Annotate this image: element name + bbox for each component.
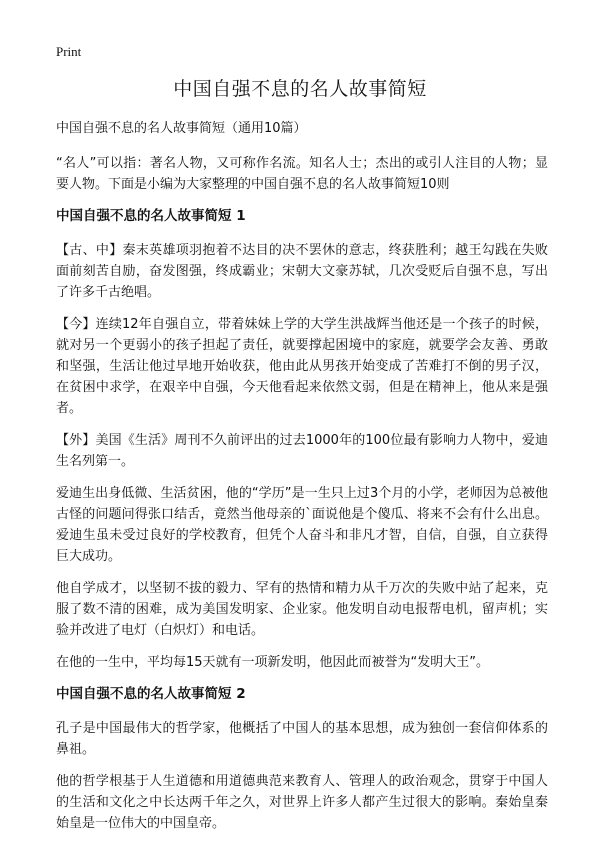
article-body xyxy=(56,118,548,845)
article-subtitle: 中国自强不息的名人故事简短（通用10篇） xyxy=(56,121,307,136)
intro-paragraph: “名人”可以指：著名人物，又可称作名流。知名人士；杰出的或引人注目的人物；显要人物。下面是小编为大家整理的中国自强不息的名人故事简短10则 xyxy=(56,156,548,192)
section-heading-1: 中国自强不息的名人故事简短 1 xyxy=(56,208,246,224)
paragraph: 他的哲学根基于人生道德和用道德典范来教育人、管理人的政治观念，贯穿于中国人的生活和文化之中长达两千年之久，对世界上许多人都产生过很大的影响。秦始皇秦始皇是一位伟大的中国皇帝。 xyxy=(56,774,548,831)
section-heading-2: 中国自强不息的名人故事简短 2 xyxy=(56,686,246,702)
paragraph: 【外】美国《生活》周刊不久前评出的过去1000年的100位最有影响力人物中，爱迪生名列第一。 xyxy=(56,433,548,469)
paragraph: 他自学成才，以坚韧不拔的毅力、罕有的热情和精力从千万次的失败中站了起来，克服了数不清的困难，成为美国发明家、企业家。他发明自动电报帮电机，留声机；实验并改进了电灯（白炽灯）和电话。 xyxy=(56,581,548,638)
paragraph: 【今】连续12年自强自立，带着妹妹上学的大学生洪战辉当他还是一个孩子的时候，就对另一个更弱小的孩子担起了责任，就要撑起困境中的家庭，就要学会友善、勇敢和坚强，生活让他过早地开始收获，他由此从男孩开始变成了苦难打不倒的男子汉，在贫困中求学，在艰辛中自强，今天他看起来依然文弱，但是在精神上，他从来是强者。 xyxy=(56,317,548,416)
page-title: 中国自强不息的名人故事简短 xyxy=(173,78,427,100)
paragraph: 孔子是中国最伟大的哲学家，他概括了中国人的基本思想，成为独创一套信仰体系的鼻祖。 xyxy=(56,721,548,757)
print-link[interactable]: Print xyxy=(56,44,82,59)
paragraph: 在他的一生中，平均每15天就有一项新发明，他因此而被誉为“发明大王”。 xyxy=(56,655,490,670)
paragraph: 【古、中】秦末英雄项羽抱着不达目的决不罢休的意志，终获胜利；越王勾践在失败面前刻苦自励，奋发图强，终成霸业；宋朝大文豪苏轼，几次受贬后自强不息，写出了许多千古绝唱。 xyxy=(56,243,548,300)
paragraph: 爱迪生出身低微、生活贫困，他的“学历”是一生只上过3个月的小学，老师因为总被他古怪的问题问得张口结舌，竟然当他母亲的`面说他是个傻瓜、将来不会有什么出息。爱迪生虽未受过良好的学校教育，但凭个人奋斗和非凡才智，自信，自强，自立获得巨大成功。 xyxy=(56,486,548,564)
